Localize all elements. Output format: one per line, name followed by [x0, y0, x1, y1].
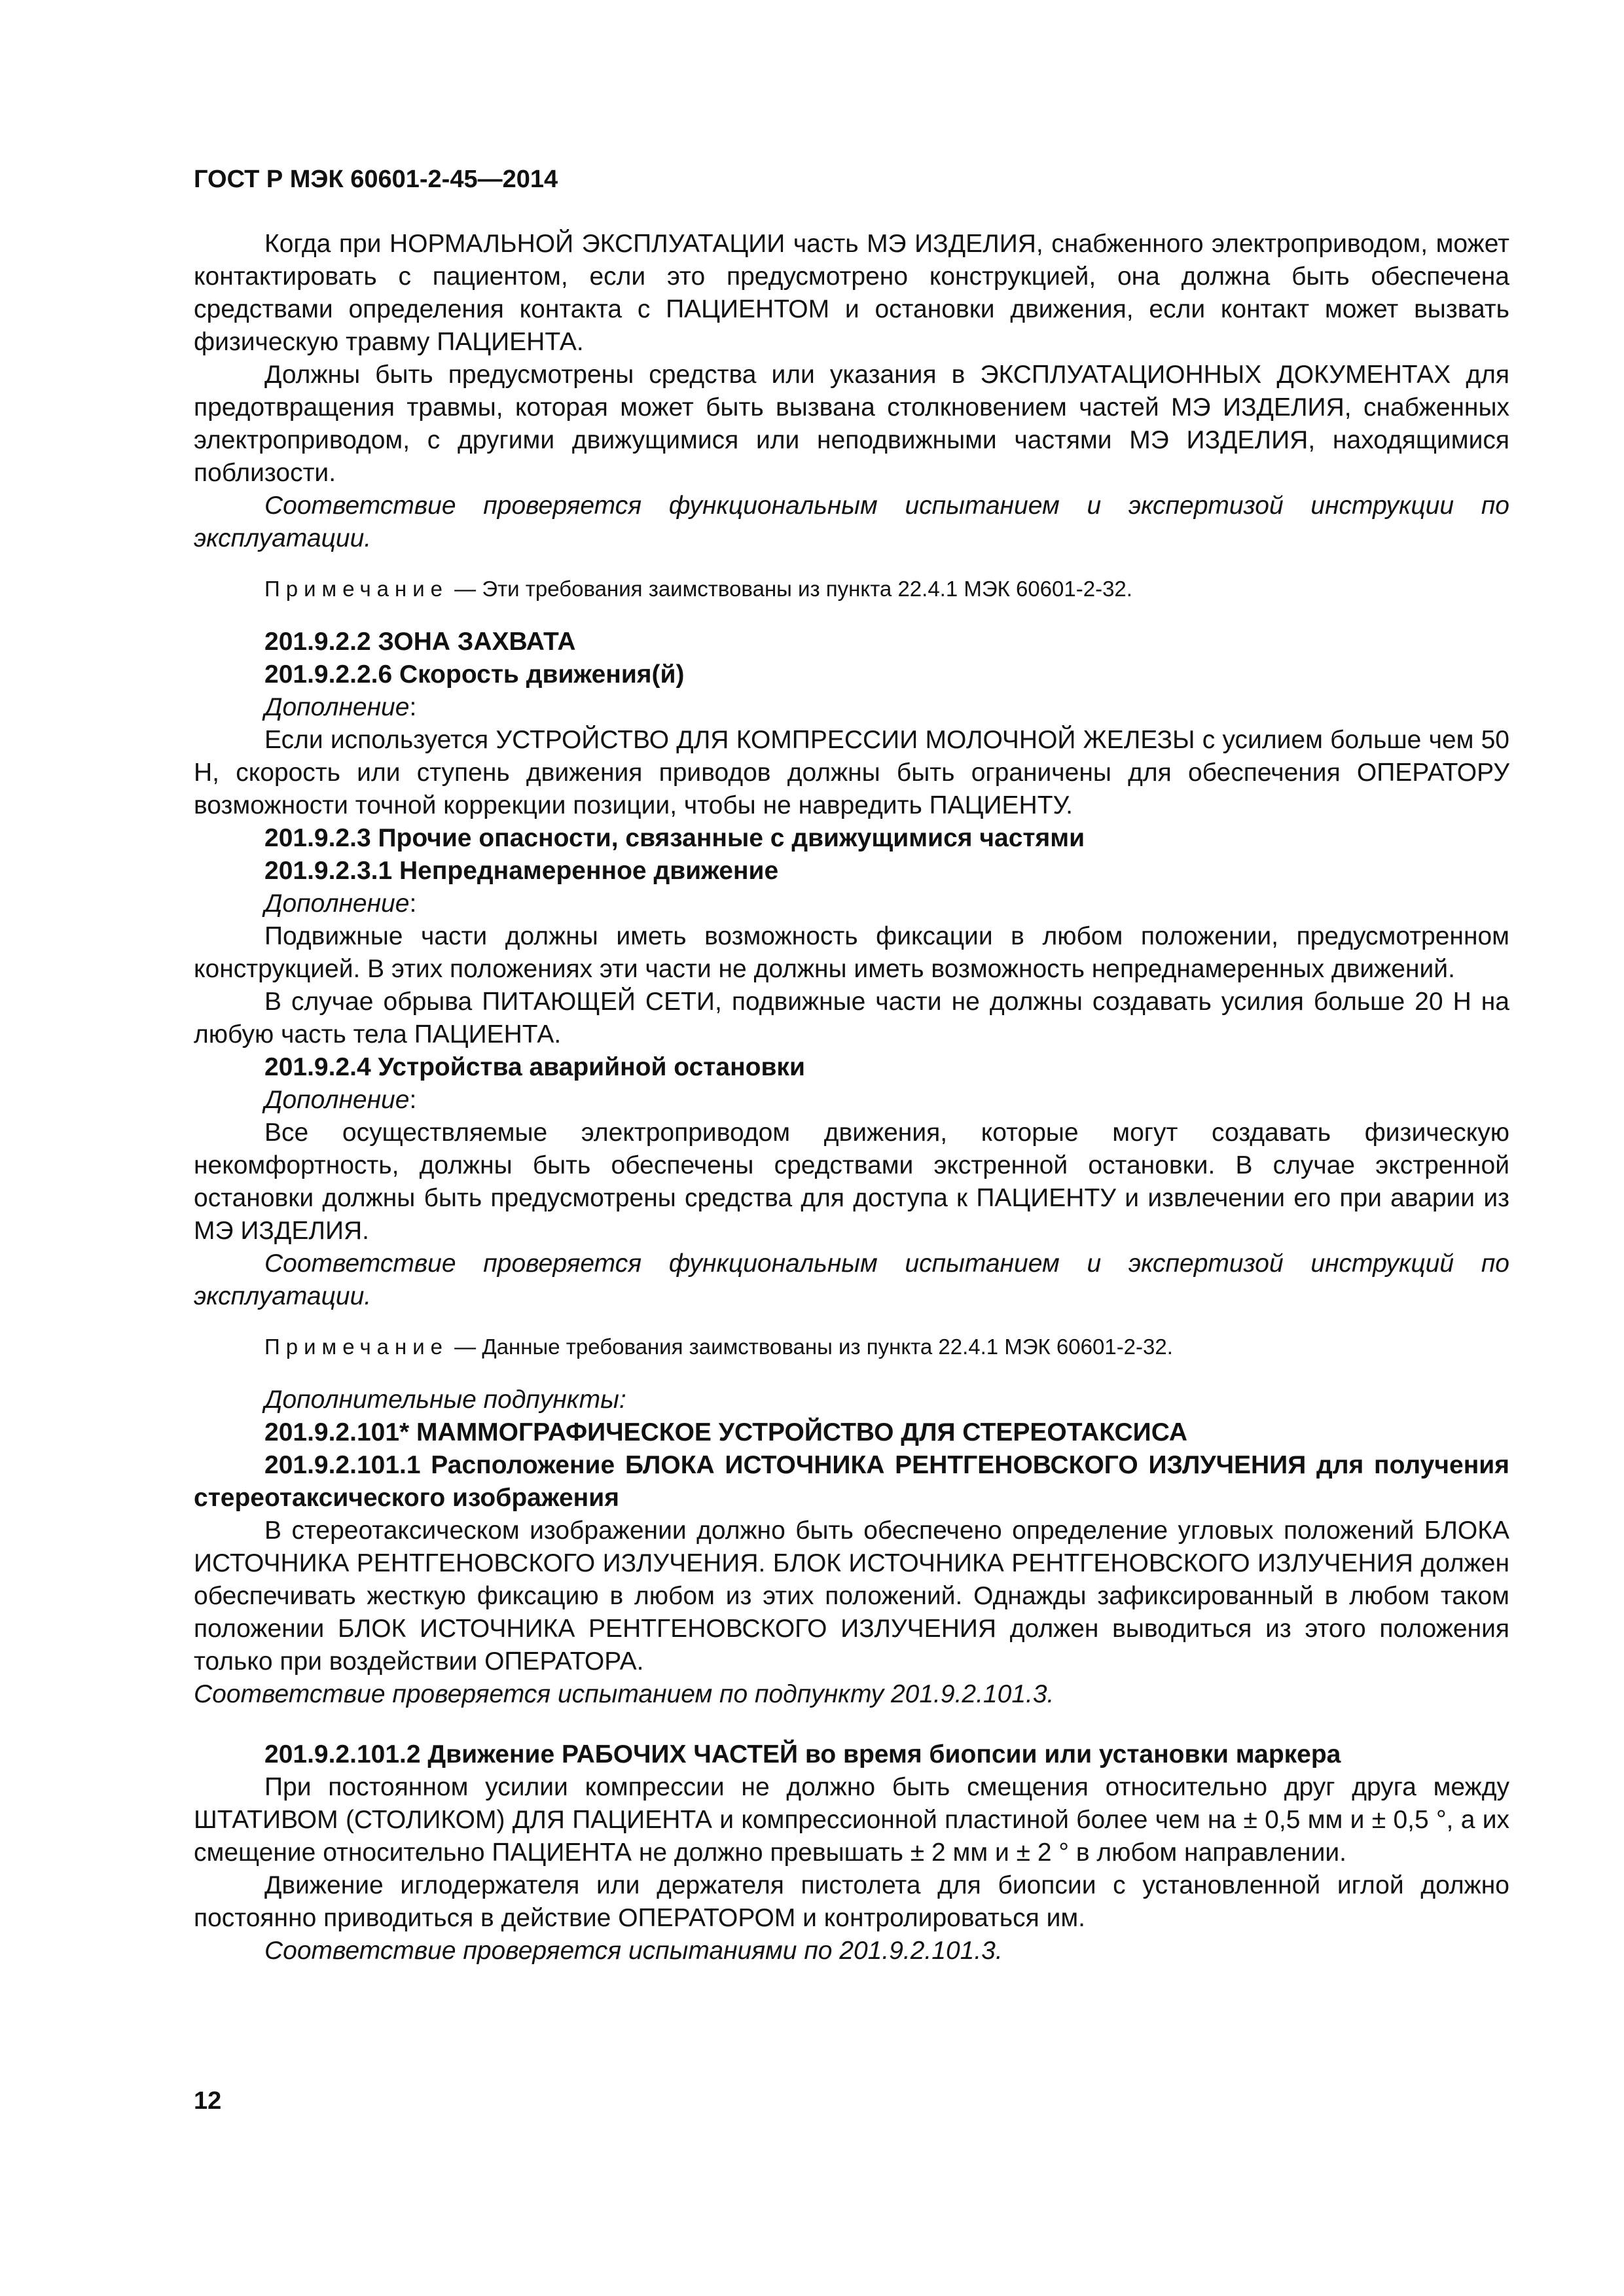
addition-word: Дополнение [264, 1086, 410, 1114]
paragraph: В случае обрыва ПИТАЮЩЕЙ СЕТИ, подвижные части не должны создавать усилия больше 20 Н на любую часть тела ПАЦИЕНТА. [194, 988, 1509, 1049]
page-body [194, 228, 1509, 1967]
section-heading: 201.9.2.3 Прочие опасности, связанные с движущимися частями [264, 824, 1085, 852]
note-label: Примечание [264, 577, 449, 601]
document-header: ГОСТ Р МЭК 60601-2-45—2014 [194, 166, 558, 193]
addition-label [194, 1084, 1509, 1117]
section-heading: 201.9.2.4 Устройства аварийной остановки [264, 1053, 805, 1081]
section-heading: 201.9.2.101.2 Движение РАБОЧИХ ЧАСТЕЙ во время биопсии или установки маркера [264, 1740, 1341, 1768]
addition-colon: : [409, 889, 417, 918]
conformity-statement: Соответствие проверяется функциональным испытанием и экспертизой инструкции по эксплуатации. [194, 492, 1509, 552]
addition-label [194, 888, 1509, 920]
conformity-statement: Соответствие проверяется испытаниями по 201.9.2.101.3. [264, 1937, 1003, 1965]
page-number: 12 [194, 2087, 222, 2115]
conformity-statement: Соответствие проверяется испытанием по подпункту 201.9.2.101.3. [194, 1680, 1055, 1708]
note [194, 575, 1509, 603]
section-heading: 201.9.2.101* МАММОГРАФИЧЕСКОЕ УСТРОЙСТВО ДЛЯ СТЕРЕОТАКСИСА [264, 1418, 1188, 1446]
addition-word: Дополнение [264, 889, 410, 918]
paragraph: Когда при НОРМАЛЬНОЙ ЭКСПЛУАТАЦИИ часть МЭ ИЗДЕЛИЯ, снабженного электроприводом, может контактировать с пациентом, если это предусмотрено конструкцией, она должна быть обеспечена средствами определения контакта с ПАЦИЕНТОМ и остановки движения, если контакт может вызвать физическую травму ПАЦИЕНТА. [194, 230, 1509, 356]
note-label: Примечание [264, 1335, 449, 1359]
section-heading: 201.9.2.101.1 Расположение БЛОКА ИСТОЧНИКА РЕНТГЕНОВСКОГО ИЗЛУЧЕНИЯ для получения стереотаксического изображения [194, 1451, 1509, 1512]
addition-word: Дополнение [264, 693, 410, 721]
note-text: — Эти требования заимствованы из пункта 22.4.1 МЭК 60601-2-32. [448, 577, 1132, 601]
note-text: — Данные требования заимствованы из пункта 22.4.1 МЭК 60601-2-32. [448, 1335, 1173, 1359]
note [194, 1333, 1509, 1361]
paragraph: В стереотаксическом изображении должно быть обеспечено определение угловых положений БЛОКА ИСТОЧНИКА РЕНТГЕНОВСКОГО ИЗЛУЧЕНИЯ. БЛОК ИСТОЧНИКА РЕНТГЕНОВСКОГО ИЗЛУЧЕНИЯ должен обеспечивать жесткую фиксацию в любом из этих положений. Однажды зафиксированный в любом таком положении БЛОК ИСТОЧНИКА РЕНТГЕНОВСКОГО ИЗЛУЧЕНИЯ должен выводиться из этого положения только при воздействии ОПЕРАТОРА. [194, 1516, 1509, 1676]
paragraph: Должны быть предусмотрены средства или указания в ЭКСПЛУАТАЦИОННЫХ ДОКУМЕНТАХ для предотвращения травмы, которая может быть вызвана столкновением частей МЭ ИЗДЕЛИЯ, снабженных электроприводом, с другими движущимися или неподвижными частями МЭ ИЗДЕЛИЯ, находящимися поблизости. [194, 361, 1509, 487]
addition-label [194, 691, 1509, 724]
paragraph: Все осуществляемые электроприводом движения, которые могут создавать физическую некомфортность, должны быть обеспечены средствами экстренной остановки. В случае экстренной остановки должны быть предусмотрены средства для доступа к ПАЦИЕНТУ и извлечении его при аварии из МЭ ИЗДЕЛИЯ. [194, 1119, 1509, 1245]
section-heading: 201.9.2.2 ЗОНА ЗАХВАТА [264, 628, 576, 656]
paragraph: Движение иглодержателя или держателя пистолета для биопсии с установленной иглой должно постоянно приводиться в действие ОПЕРАТОРОМ и контролироваться им. [194, 1871, 1509, 1932]
paragraph: При постоянном усилии компрессии не должно быть смещения относительно друг друга между ШТАТИВОМ (СТОЛИКОМ) ДЛЯ ПАЦИЕНТА и компрессионной пластиной более чем на ± 0,5 мм и ± 0,5 °, а их смещение относительно ПАЦИЕНТА не должно превышать ± 2 мм и ± 2 ° в любом направлении. [194, 1773, 1509, 1867]
conformity-statement: Соответствие проверяется функциональным испытанием и экспертизой инструкций по эксплуатации. [194, 1249, 1509, 1310]
addition-colon: : [409, 1086, 417, 1114]
section-heading: 201.9.2.2.6 Скорость движения(й) [264, 660, 685, 689]
addition-colon: : [409, 693, 417, 721]
additional-subclauses-label: Дополнительные подпункты: [264, 1386, 626, 1414]
paragraph: Подвижные части должны иметь возможность фиксации в любом положении, предусмотренном конструкцией. В этих положениях эти части не должны иметь возможность непреднамеренных движений. [194, 922, 1509, 983]
section-heading: 201.9.2.3.1 Непреднамеренное движение [264, 857, 779, 885]
paragraph: Если используется УСТРОЙСТВО ДЛЯ КОМПРЕССИИ МОЛОЧНОЙ ЖЕЛЕЗЫ с усилием больше чем 50 Н, скорость или ступень движения приводов должны быть ограничены для обеспечения ОПЕРАТОРУ возможности точной коррекции позиции, чтобы не навредить ПАЦИЕНТУ. [194, 726, 1509, 819]
